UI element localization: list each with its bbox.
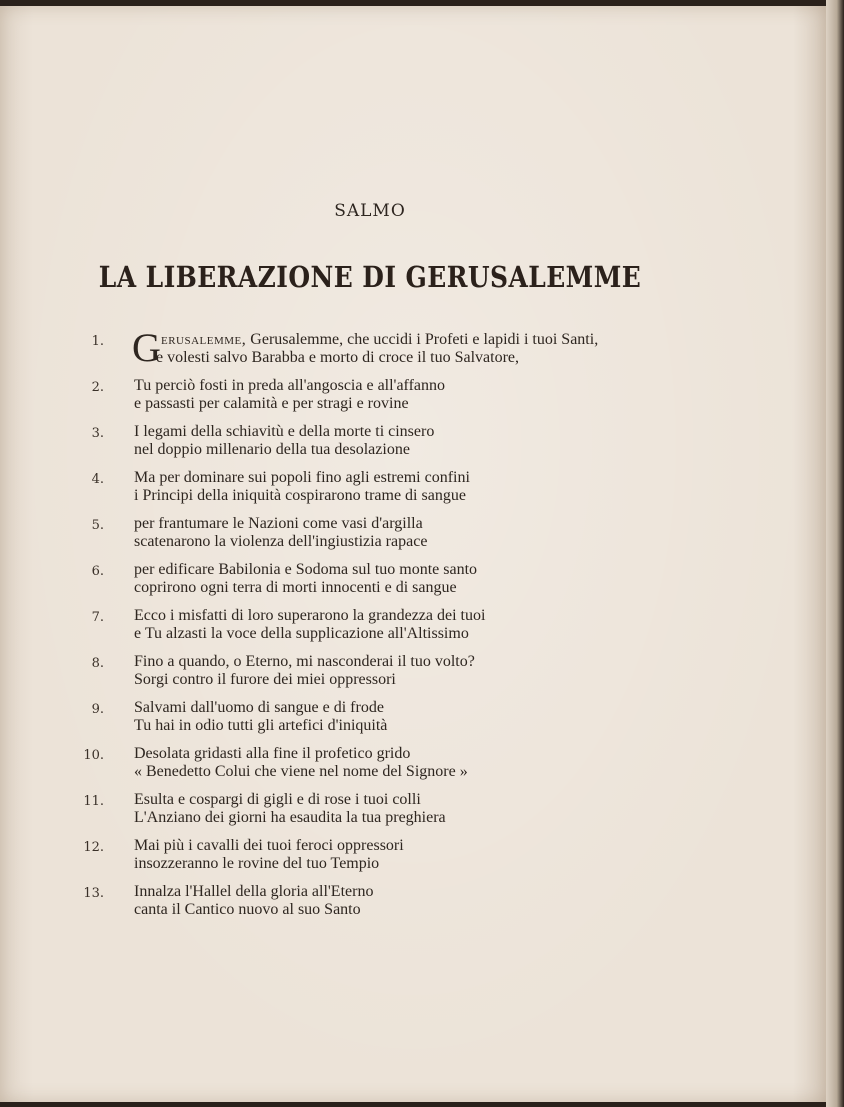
verse-line-2: Tu hai in odio tutti gli artefici d'iniquità	[134, 717, 388, 734]
verse-10	[0, 745, 720, 791]
verse-line-2: e passasti per calamità e per stragi e rovine	[134, 395, 409, 412]
verse-number: 12.	[83, 840, 104, 855]
verse-text	[134, 699, 387, 735]
verse-line-1-rest: Gerusalemme, che uccidi i Profeti e lapidi i tuoi Santi,	[246, 331, 599, 348]
verse-6	[0, 561, 720, 607]
verse-number: 8.	[91, 656, 104, 671]
section-kicker: SALMO	[334, 201, 406, 221]
page-edge	[826, 0, 844, 1107]
verse-13	[0, 883, 720, 929]
verse-number: 13.	[83, 886, 104, 901]
verse-text	[134, 423, 434, 459]
verse-number: 4.	[91, 472, 104, 487]
verse-number: 9.	[91, 702, 104, 717]
drop-cap: G	[132, 325, 161, 370]
psalm-verses	[0, 325, 720, 929]
verse-text	[134, 331, 598, 367]
verse-line-2: nel doppio millenario della tua desolazione	[134, 441, 410, 458]
verse-line-2: canta il Cantico nuovo al suo Santo	[134, 901, 361, 918]
verse-4	[0, 469, 720, 515]
verse-line-2: insozzeranno le rovine del tuo Tempio	[134, 855, 380, 872]
verse-number: 10.	[83, 748, 104, 763]
verse-line-2: L'Anziano dei giorni ha esaudita la tua preghiera	[134, 809, 446, 826]
verse-line-1: Innalza l'Hallel della gloria all'Eterno	[134, 883, 374, 900]
verse-line-1: Ecco i misfatti di loro superarono la grandezza dei tuoi	[134, 607, 486, 624]
verse-7	[0, 607, 720, 653]
verse-text	[134, 883, 373, 919]
verse-line-1: Fino a quando, o Eterno, mi nasconderai il tuo volto?	[134, 653, 475, 670]
verse-text	[134, 607, 485, 643]
verse-text	[134, 653, 475, 689]
verse-number: 6.	[91, 564, 104, 579]
verse-line-1: I legami della schiavitù e della morte ti cinsero	[134, 423, 435, 440]
verse-12	[0, 837, 720, 883]
verse-9	[0, 699, 720, 745]
verse-number: 3.	[91, 426, 104, 441]
verse-8	[0, 653, 720, 699]
verse-text	[134, 377, 445, 413]
verse-3	[0, 423, 720, 469]
verse-text	[134, 837, 404, 873]
verse-line-2: e volesti salvo Barabba e morto di croce il tuo Salvatore,	[156, 349, 519, 366]
verse-line-2: i Principi della iniquità cospirarono trame di sangue	[134, 487, 466, 504]
verse-line-1: Desolata gridasti alla fine il profetico grido	[134, 745, 411, 762]
page-title: LA LIBERAZIONE DI GERUSALEMME	[98, 260, 642, 294]
book-page	[0, 6, 826, 1102]
verse-text	[134, 791, 446, 827]
verse-line-1: per edificare Babilonia e Sodoma sul tuo monte santo	[134, 561, 478, 578]
verse-text	[134, 515, 427, 551]
verse-2	[0, 377, 720, 423]
verse-number: 5.	[91, 518, 104, 533]
verse-text	[134, 745, 468, 781]
verse-line-1: Ma per dominare sui popoli fino agli estremi confini	[134, 469, 470, 486]
verse-11	[0, 791, 720, 837]
verse-5	[0, 515, 720, 561]
verse-line-2: « Benedetto Colui che viene nel nome del Signore »	[134, 763, 468, 780]
verse-line-2: Sorgi contro il furore dei miei oppressori	[134, 671, 396, 688]
verse-text	[134, 561, 477, 597]
verse-1	[0, 325, 720, 377]
verse-line-2: coprirono ogni terra di morti innocenti e di sangue	[134, 579, 457, 596]
verse-line-1	[134, 331, 598, 349]
verse-smallcaps: erusalemme,	[161, 331, 247, 348]
verse-text	[134, 469, 470, 505]
verse-number: 1.	[91, 334, 104, 349]
verse-line-1: Mai più i cavalli dei tuoi feroci oppressori	[134, 837, 404, 854]
verse-number: 7.	[91, 610, 104, 625]
verse-number: 11.	[83, 794, 104, 809]
verse-line-1: Salvami dall'uomo di sangue e di frode	[134, 699, 384, 716]
verse-number: 2.	[91, 380, 104, 395]
verse-line-1: per frantumare le Nazioni come vasi d'argilla	[134, 515, 423, 532]
verse-line-2: e Tu alzasti la voce della supplicazione all'Altissimo	[134, 625, 469, 642]
verse-line-1: Esulta e cospargi di gigli e di rose i tuoi colli	[134, 791, 421, 808]
verse-line-2: scatenarono la violenza dell'ingiustizia rapace	[134, 533, 428, 550]
verse-line-1: Tu perciò fosti in preda all'angoscia e all'affanno	[134, 377, 446, 394]
